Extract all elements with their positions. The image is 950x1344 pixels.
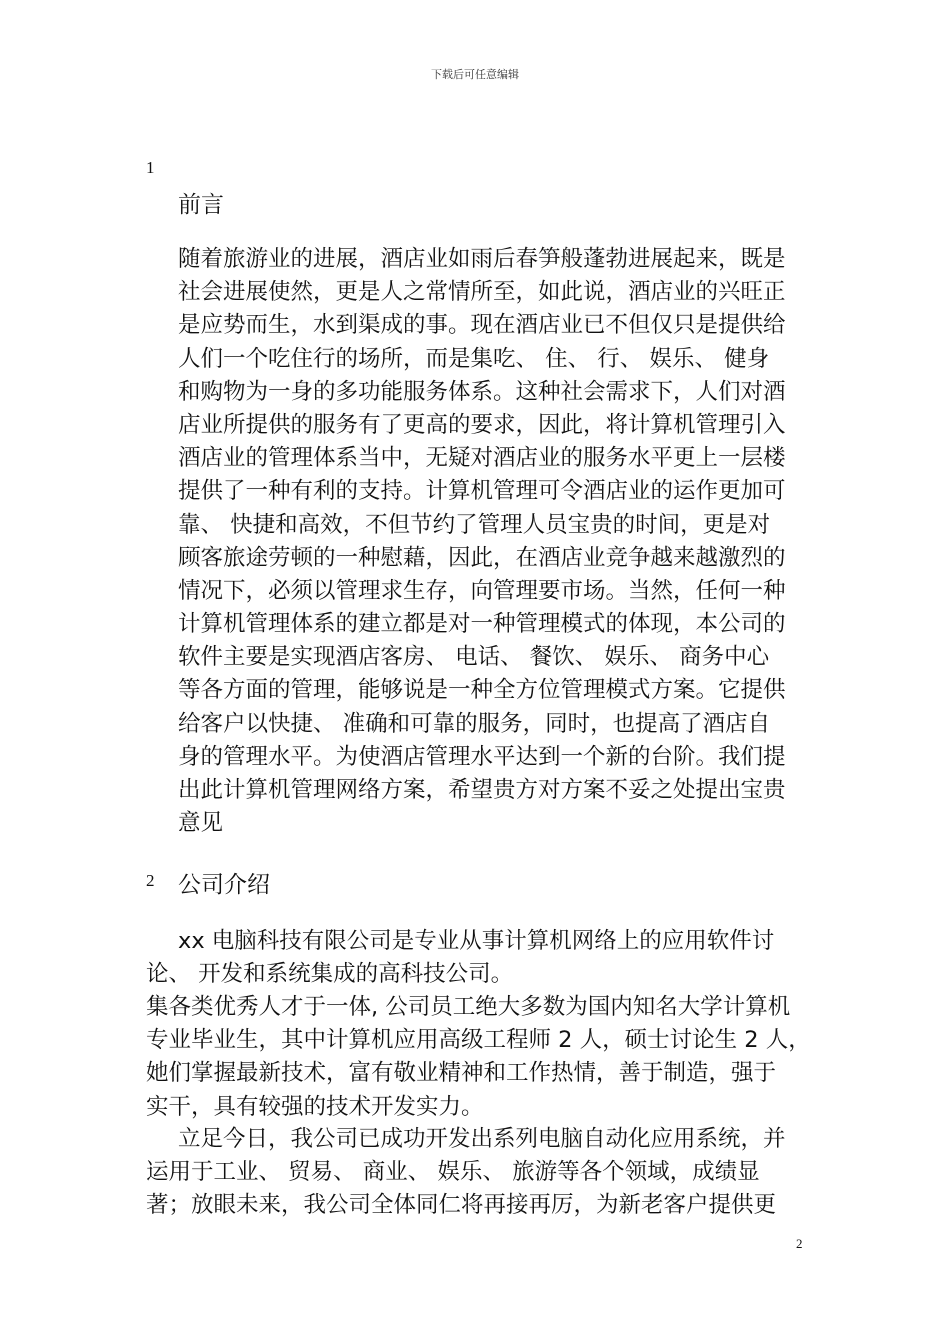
preface-line: 和购物为一身的多功能服务体系。这种社会需求下，人们对酒 [178, 378, 786, 405]
intro-line: 实干，具有较强的技术开发实力。 [146, 1093, 484, 1120]
preface-line: 酒店业的管理体系当中，无疑对酒店业的服务水平更上一层楼 [178, 445, 786, 472]
page-number: 2 [796, 1236, 803, 1251]
intro-line: 集各类优秀人才于一体, 公司员工绝大多数为国内知名大学计算机 [146, 994, 791, 1020]
preface-line: 顾客旅途劳顿的一种慰藉，因此，在酒店业竞争越来越激烈的 [178, 544, 786, 571]
intro-paragraph-3-line-1: 立足今日，我公司已成功开发出系列电脑自动化应用系统，并 [178, 1126, 786, 1152]
intro-paragraph-1-line-1: xx 电脑科技有限公司是专业从事计算机网络上的应用软件讨 [178, 928, 775, 954]
preface-line: 等各方面的管理，能够说是一种全方位管理模式方案。它提供 [178, 677, 786, 704]
intro-line: 她们掌握最新技术，富有敬业精神和工作热情，善于制造，强于 [146, 1060, 777, 1087]
preface-line: 随着旅游业的进展，酒店业如雨后春笋般蓬勃进展起来，既是 [178, 246, 786, 272]
section-number-2: 2 [146, 871, 155, 890]
section-number-1: 1 [146, 158, 155, 177]
preface-line: 社会进展使然，更是人之常情所至，如此说，酒店业的兴旺正 [178, 279, 786, 306]
intro-line: 著；放眼未来，我公司全体同仁将再接再厉，为新老客户提供更 [146, 1192, 777, 1219]
section-heading-preface: 前言 [178, 192, 224, 218]
intro-line: 专业毕业生，其中计算机应用高级工程师 2 人，硕士讨论生 2 人， [146, 1027, 811, 1054]
preface-line: 身的管理水平。为使酒店管理水平达到一个新的台阶。我们提 [178, 743, 786, 770]
preface-line: 出此计算机管理网络方案，希望贵方对方案不妥之处提出宝贵 [178, 777, 786, 803]
preface-line: 人们一个吃住行的场所，而是集吃、 住、 行、 娱乐、 健身 [178, 345, 770, 372]
preface-line: 靠、 快捷和高效，不但节约了管理人员宝贵的时间，更是对 [178, 511, 771, 538]
preface-line: 情况下，必须以管理求生存，向管理要市场。当然，任何一种 [178, 577, 786, 604]
intro-paragraph-2 [146, 991, 811, 1124]
intro-line: 运用于工业、 贸易、 商业、 娱乐、 旅游等各个领域，成绩显 [146, 1159, 760, 1185]
preface-line: 计算机管理体系的建立都是对一种管理模式的体现，本公司的 [178, 611, 786, 638]
preface-line: 给客户以快捷、 准确和可靠的服务，同时，也提高了酒店自 [178, 710, 771, 737]
preface-line: 意见 [178, 810, 224, 837]
preface-line: 店业所提供的服务有了更高的要求，因此，将计算机管理引入 [178, 411, 786, 438]
intro-paragraph-1-line-2: 论、 开发和系统集成的高科技公司。 [146, 961, 514, 987]
section-heading-company-intro: 公司介绍 [178, 872, 270, 898]
preface-line: 软件主要是实现酒店客房、 电话、 餐饮、 娱乐、 商务中心 [178, 644, 770, 671]
preface-line: 是应势而生，水到渠成的事。现在酒店业已不但仅只是提供给 [178, 312, 786, 339]
page-header-note: 下载后可任意编辑 [431, 68, 519, 81]
preface-line: 提供了一种有利的支持。计算机管理可令酒店业的运作更加可 [178, 478, 786, 505]
intro-paragraph-3 [146, 1156, 776, 1222]
preface-paragraph [178, 243, 786, 840]
